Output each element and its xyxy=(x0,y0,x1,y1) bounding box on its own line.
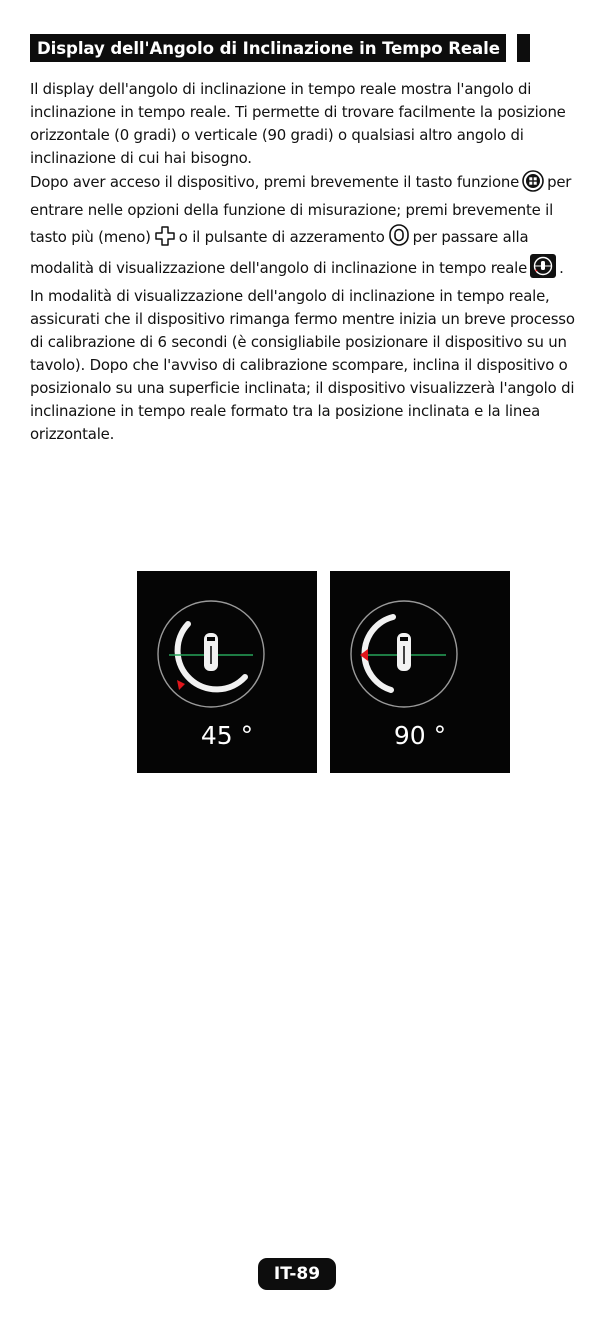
inclinometer-dial-icon xyxy=(348,598,460,710)
angle-readout-90: 90 ° xyxy=(393,721,447,750)
zero-button-icon xyxy=(388,223,410,254)
steps-text-3: o il pulsante di azzeramento xyxy=(178,227,385,246)
steps-text-2: per entrare nelle opzioni della funzione di misurazione; premi brevemente il tasto più (meno) xyxy=(30,173,572,246)
page-number: IT-89 xyxy=(258,1258,336,1290)
angle-figure-90 xyxy=(330,571,510,773)
paragraph-calibration: In modalità di visualizzazione dell'angolo di inclinazione in tempo reale, assicurati che il dispositivo rimanga fermo mentre inizia un breve processo di calibrazione di 6 secondi (è consigliabile posizionare il dispositivo su un tavolo). Dopo che l'avviso di calibrazione scompare, inclina il dispositivo o posizionalo su una superficie inclinata; il dispositivo visualizzerà l'angolo di inclinazione in tempo reale formato tra la posizione inclinata e la linea orizzontale. xyxy=(30,286,575,444)
section-heading xyxy=(30,33,530,63)
heading-decoration xyxy=(517,34,530,62)
steps-text-1: Dopo aver acceso il dispositivo, premi brevemente il tasto funzione xyxy=(30,173,520,192)
plus-minus-key-icon xyxy=(154,225,176,254)
paragraph-steps xyxy=(30,170,575,284)
steps-text-4: per passare alla modalità di visualizzazione dell'angolo di inclinazione in tempo reale xyxy=(30,227,529,277)
angle-figure-45 xyxy=(137,571,317,773)
angle-indicator xyxy=(177,680,185,690)
steps-text-5: . xyxy=(559,258,564,277)
section-title: Display dell'Angolo di Inclinazione in Tempo Reale xyxy=(30,34,506,62)
paragraph-intro: Il display dell'angolo di inclinazione in tempo reale mostra l'angolo di inclinazione in tempo reale. Ti permette di trovare facilmente la posizione orizzontale (0 gradi) o verticale (90 gradi) o qualsiasi altro angolo di inclinazione di cui hai bisogno. xyxy=(30,80,566,168)
tilt-angle-mode-icon xyxy=(530,254,556,285)
inclinometer-dial-icon xyxy=(155,598,267,710)
instructions-text xyxy=(30,78,575,446)
angle-figures xyxy=(137,571,510,773)
angle-readout-45: 45 ° xyxy=(200,721,254,750)
function-key-icon xyxy=(522,170,544,199)
